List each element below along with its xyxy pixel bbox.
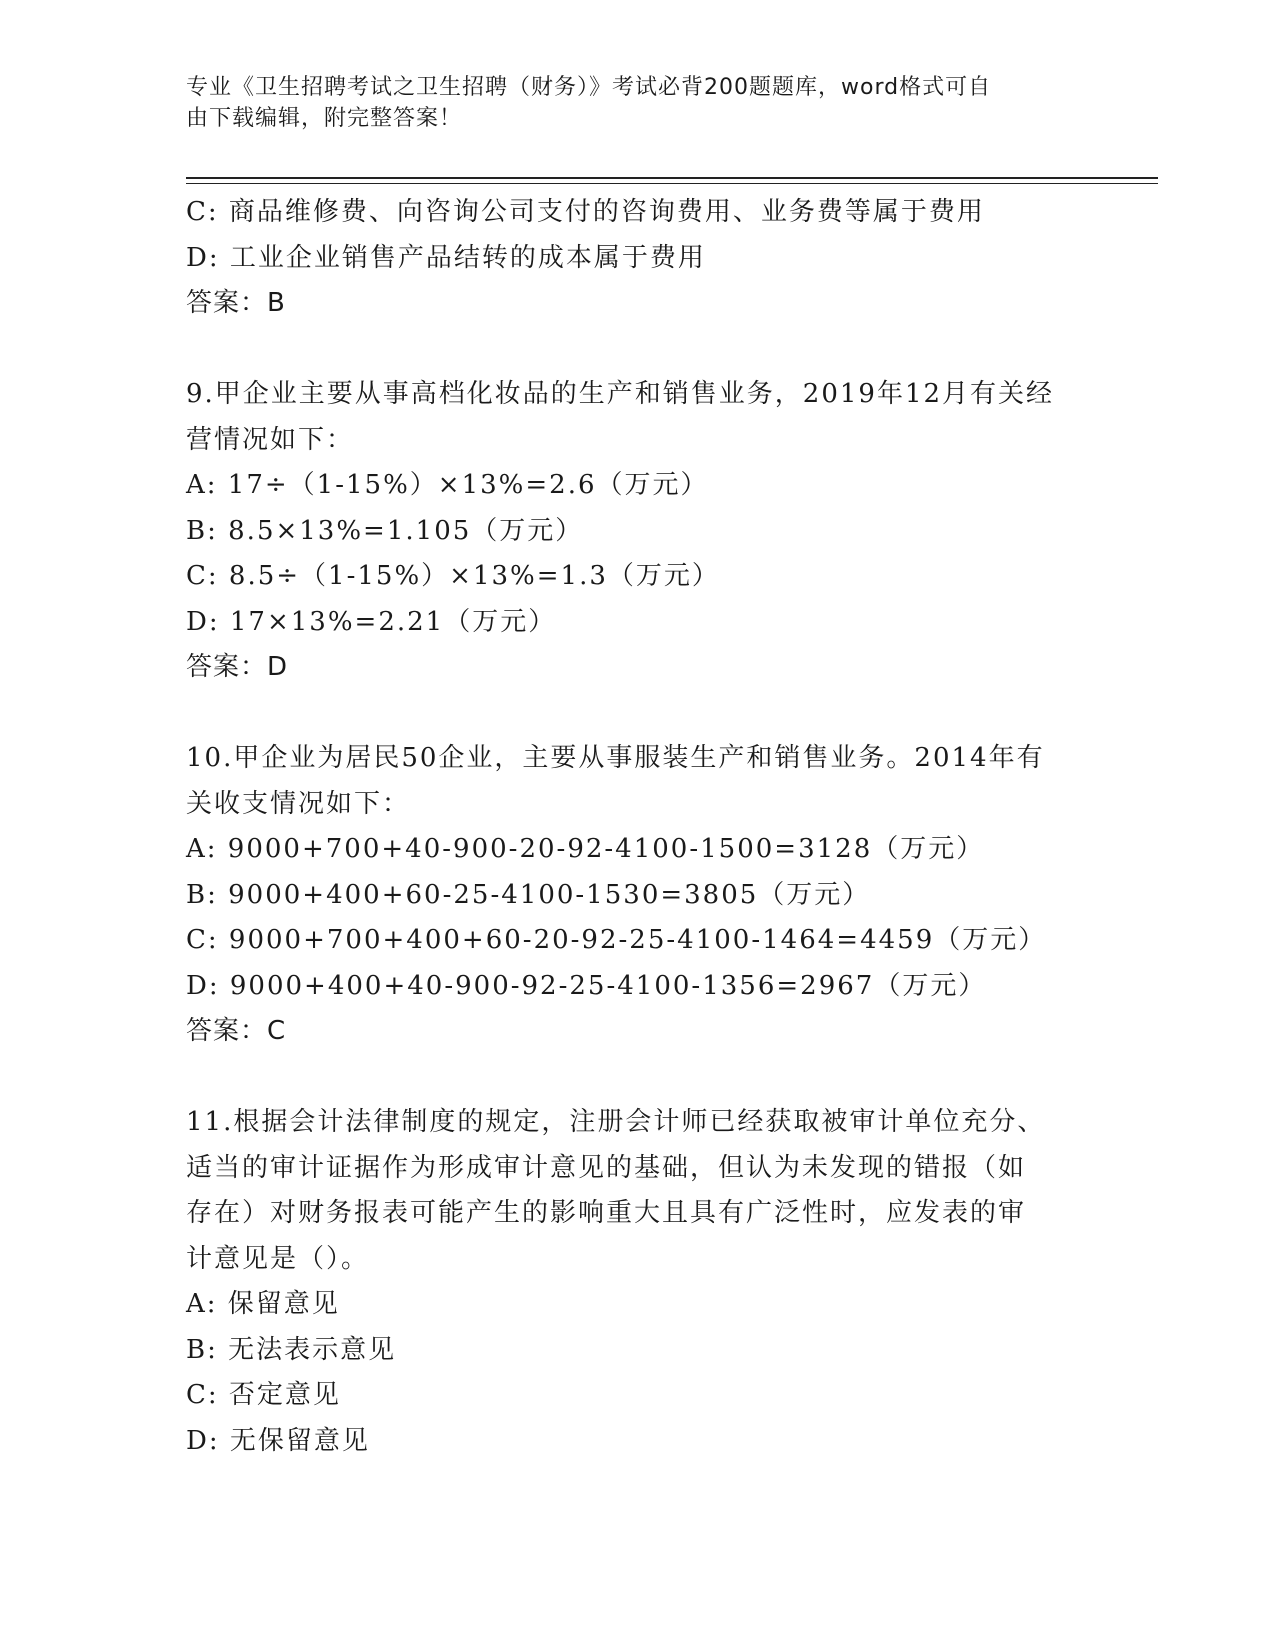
q11-stem-line-2: 适当的审计证据作为形成审计意见的基础，但认为未发现的错报（如	[186, 1152, 1027, 1183]
q9-stem-line-2: 营情况如下：	[186, 424, 355, 455]
q10-answer: 答案：C	[186, 1016, 287, 1046]
header-divider-thin	[186, 183, 1158, 184]
header-divider-thick	[186, 177, 1158, 179]
question-10	[186, 736, 1086, 1055]
question-content	[186, 190, 1086, 1464]
q8-option-c: C: 商品维修费、向咨询公司支付的咨询费用、业务费等属于费用	[186, 197, 985, 227]
q11-stem-line-3: 存在）对财务报表可能产生的影响重大且具有广泛性时，应发表的审	[186, 1198, 1027, 1228]
q8-answer: 答案：B	[186, 288, 286, 318]
q9-stem-line-1: 9.甲企业主要从事高档化妆品的生产和销售业务，2019年12月有关经	[186, 379, 1055, 409]
q11-option-c: C: 否定意见	[186, 1380, 341, 1410]
q9-option-d: D: 17×13%=2.21（万元）	[186, 606, 557, 637]
q11-option-a: A: 保留意见	[186, 1289, 340, 1319]
q10-stem-line-2: 关收支情况如下：	[186, 788, 411, 819]
q10-option-c: C: 9000+700+400+60-20-92-25-4100-1464=4459（万元）	[186, 925, 1047, 955]
spacer	[186, 1055, 1086, 1101]
q11-stem-line-1: 11.根据会计法律制度的规定，注册会计师已经获取被审计单位充分、	[186, 1107, 1046, 1137]
q9-answer: 答案：D	[186, 652, 289, 682]
q8-option-d: D: 工业企业销售产品结转的成本属于费用	[186, 242, 706, 273]
spacer	[186, 691, 1086, 737]
question-11	[186, 1100, 1086, 1464]
document-header	[186, 72, 1086, 134]
q11-option-b: B: 无法表示意见	[186, 1334, 397, 1365]
question-9	[186, 372, 1086, 691]
q11-option-d: D: 无保留意见	[186, 1425, 370, 1456]
header-line-1: 专业《卫生招聘考试之卫生招聘（财务）》考试必背200题题库，word格式可自	[186, 75, 992, 100]
q10-option-d: D: 9000+400+40-900-92-25-4100-1356=2967（万元）	[186, 970, 987, 1001]
question-8-continued	[186, 190, 1086, 327]
q9-option-a: A: 17÷（1-15%）×13%=2.6（万元）	[186, 470, 709, 500]
header-line-2: 由下载编辑，附完整答案！	[186, 106, 463, 131]
q10-option-b: B: 9000+400+60-25-4100-1530=3805（万元）	[186, 879, 871, 910]
q11-stem-line-4: 计意见是（）。	[186, 1243, 370, 1274]
q10-stem-line-1: 10.甲企业为居民50企业，主要从事服装生产和销售业务。2014年有	[186, 743, 1045, 773]
q10-option-a: A: 9000+700+40-900-20-92-4100-1500=3128（万元）	[186, 834, 985, 864]
spacer	[186, 327, 1086, 373]
q9-option-c: C: 8.5÷（1-15%）×13%=1.3（万元）	[186, 561, 720, 591]
q9-option-b: B: 8.5×13%=1.105（万元）	[186, 515, 584, 546]
